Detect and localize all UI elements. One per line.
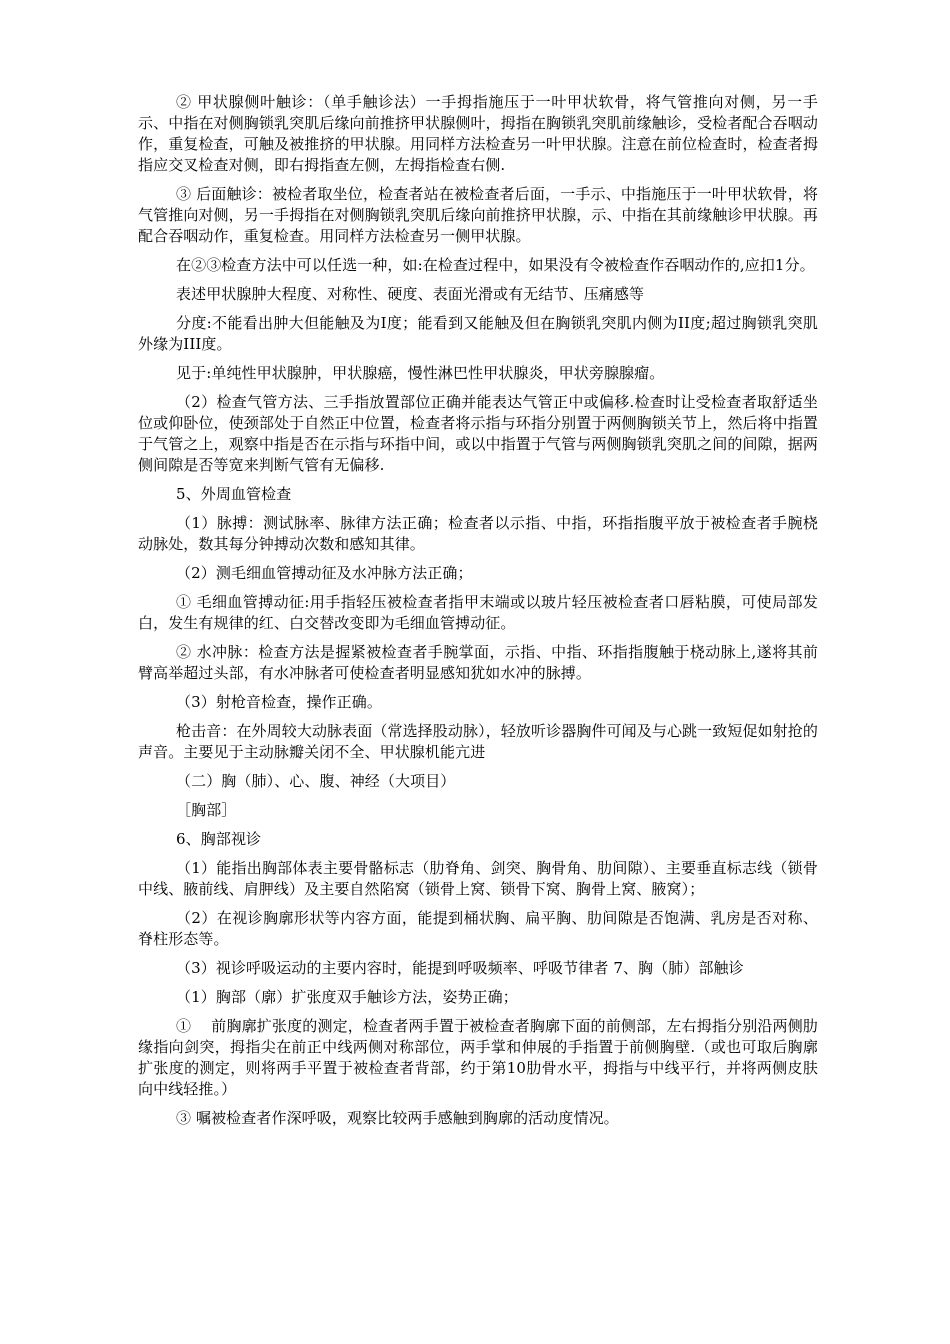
document-body bbox=[138, 92, 818, 1137]
paragraph-method-choice: 在②③检查方法中可以任选一种，如:在检查过程中，如果没有令被检查作吞咽动作的,应扣1分。 bbox=[176, 256, 815, 274]
paragraph-seen-in: 见于:单纯性甲状腺肿，甲状腺癌，慢性淋巴性甲状腺炎，甲状旁腺腺瘤。 bbox=[176, 364, 665, 382]
heading-major-items: （二）胸（肺）、心、腹、神经（大项目） bbox=[176, 772, 456, 790]
heading-chest: ［胸部］ bbox=[176, 801, 237, 819]
paragraph-trachea-exam: （2）检查气管方法、三手指放置部位正确并能表达气管正中或偏移.检查时让受检查者取舒适坐位或仰卧位，使颈部处于自然正中位置，检查者将示指与环指分别置于两侧胸锁关节上，然后将中指置于气管之上，观察中指是否在示指与环指中间，或以中指置于气管与两侧胸锁乳突肌之间的间隙，据两侧间隙是否等宽来判断气管有无偏移. bbox=[138, 393, 818, 474]
paragraph-thorax-shape: （2）在视诊胸廓形状等内容方面，能提到桶状胸、扁平胸、肋间隙是否饱满、乳房是否对称、脊柱形态等。 bbox=[138, 909, 818, 948]
paragraph-capillary-pulsation: ① 毛细血管搏动征:用手指轻压被检查者指甲末端或以玻片轻压被检查者口唇粘膜，可使局部发白，发生有规律的红、白交替改变即为毛细血管搏动征。 bbox=[138, 593, 818, 632]
paragraph-water-hammer-pulse: ② 水冲脉：检查方法是握紧被检查者手腕掌面，示指、中指、环指指腹触于桡动脉上,遂将其前臂高举超过头部，有水冲脉者可使检查者明显感知犹如水冲的脉搏。 bbox=[138, 643, 818, 682]
paragraph-respiratory-movement: （3）视诊呼吸运动的主要内容时，能提到呼吸频率、呼吸节律者 7、胸（肺）部触诊 bbox=[176, 959, 744, 977]
paragraph-chest-expansion-method: （1）胸部（廓）扩张度双手触诊方法，姿势正确； bbox=[176, 988, 518, 1006]
heading-chest-inspection: 6、胸部视诊 bbox=[176, 830, 262, 848]
paragraph-thyroid-description: 表述甲状腺肿大程度、对称性、硬度、表面光滑或有无结节、压痛感等 bbox=[176, 285, 645, 303]
paragraph-pistol-shot-sound: 枪击音：在外周较大动脉表面（常选择股动脉），轻放听诊器胸件可闻及与心跳一致短促如射抢的声音。主要见于主动脉瓣关闭不全、甲状腺机能亢进 bbox=[138, 722, 818, 761]
paragraph-posterior-palpation: ③ 后面触诊：被检者取坐位，检查者站在被检查者后面，一手示、中指施压于一叶甲状软骨，将气管推向对侧，另一手拇指在对侧胸锁乳突肌后缘向前推挤甲状腺，示、中指在其前缘触诊甲状腺。再配合吞咽动作，重复检查。用同样方法检查另一侧甲状腺。 bbox=[138, 185, 818, 245]
paragraph-capillary-water-hammer: （2）测毛细血管搏动征及水冲脉方法正确； bbox=[176, 564, 473, 582]
paragraph-anterior-expansion: ① 前胸廓扩张度的测定，检查者两手置于被检查者胸廓下面的前侧部，左右拇指分别沿两侧肋缘指向剑突，拇指尖在前正中线两侧对称部位，两手掌和伸展的手指置于前侧胸壁.（或也可取后胸廓扩张度的测定，则将两手平置于被检查者背部，约于第10肋骨水平，拇指与中线平行，并将两侧皮肤向中线轻推。） bbox=[138, 1017, 818, 1098]
paragraph-grading: 分度:不能看出肿大但能触及为I度；能看到又能触及但在胸锁乳突肌内侧为II度;超过胸锁乳突肌外缘为III度。 bbox=[138, 314, 818, 353]
paragraph-chest-landmarks: （1）能指出胸部体表主要骨骼标志（肋脊角、剑突、胸骨角、肋间隙）、主要垂直标志线（锁骨中线、腋前线、肩胛线）及主要自然陷窝（锁骨上窝、锁骨下窝、胸骨上窝、腋窝）； bbox=[138, 859, 818, 898]
paragraph-thyroid-lateral-palpation: ② 甲状腺侧叶触诊：（单手触诊法）一手拇指施压于一叶甲状软骨，将气管推向对侧，另一手示、中指在对侧胸锁乳突肌后缘向前推挤甲状腺侧叶，拇指在胸锁乳突肌前缘触诊，受检者配合吞咽动作，重复检查，可触及被推挤的甲状腺。用同样方法检查另一叶甲状腺。注意在前位检查时，检查者拇指应交叉检查对侧，即右拇指查左侧，左拇指检查右侧. bbox=[138, 93, 818, 174]
paragraph-deep-breath: ③ 嘱被检查者作深呼吸，观察比较两手感触到胸廓的活动度情况。 bbox=[176, 1109, 619, 1127]
paragraph-pistol-shot-exam: （3）射枪音检查，操作正确。 bbox=[176, 693, 382, 711]
heading-peripheral-vessels: 5、外周血管检查 bbox=[176, 485, 292, 503]
paragraph-pulse: （1）脉搏：测试脉率、脉律方法正确；检查者以示指、中指，环指指腹平放于被检查者手腕桡动脉处，数其每分钟搏动次数和感知其律。 bbox=[138, 514, 818, 553]
